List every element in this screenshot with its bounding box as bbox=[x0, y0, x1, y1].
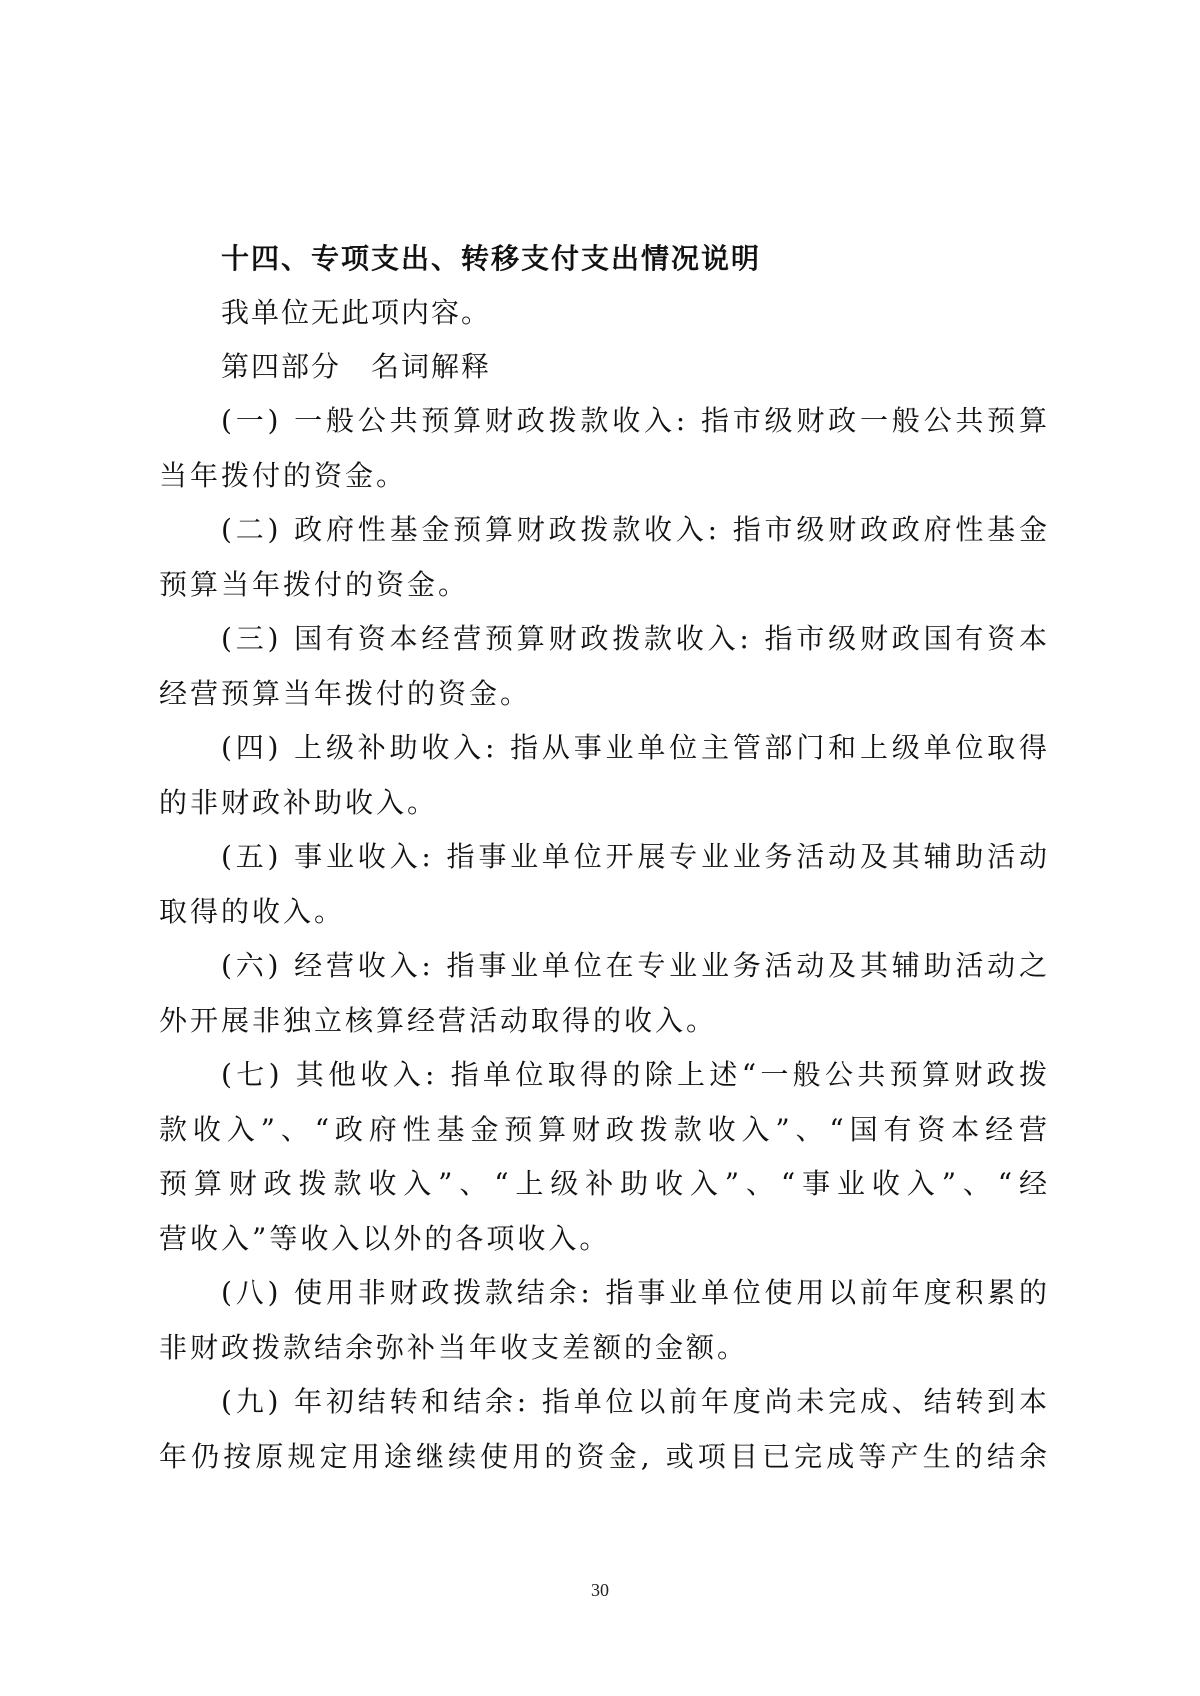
definition-line: 预算财政拨款收入”、“上级补助收入”、“事业收入”、“经 bbox=[159, 1167, 1050, 1200]
definition-line: 经营预算当年拨付的资金。 bbox=[159, 676, 532, 710]
definition-line: (九) 年初结转和结余: 指单位以前年度尚未完成、结转到本 bbox=[221, 1385, 1050, 1418]
definitions-list bbox=[159, 394, 1050, 1484]
part-title: 第四部分 名词解释 bbox=[221, 350, 492, 383]
definition-line: (七) 其他收入: 指单位取得的除上述“一般公共预算财政拨 bbox=[221, 1058, 1050, 1091]
definition-paragraph bbox=[159, 1266, 1050, 1375]
page-number: 30 bbox=[591, 1580, 609, 1600]
section-body-text: 我单位无此项内容。 bbox=[221, 296, 492, 329]
document-body bbox=[159, 232, 1050, 1484]
definition-paragraph bbox=[159, 612, 1050, 721]
definition-paragraph bbox=[159, 721, 1050, 830]
definition-line: 当年拨付的资金。 bbox=[159, 458, 408, 492]
definition-line: 营收入”等收入以外的各项收入。 bbox=[159, 1221, 611, 1255]
definition-line: (三) 国有资本经营预算财政拨款收入: 指市级财政国有资本 bbox=[221, 622, 1050, 655]
definition-line: 款收入”、“政府性基金预算财政拨款收入”、“国有资本经营 bbox=[159, 1112, 1050, 1146]
definition-line: (四) 上级补助收入: 指从事业单位主管部门和上级单位取得 bbox=[221, 731, 1050, 764]
definition-paragraph bbox=[159, 394, 1050, 503]
definition-paragraph bbox=[159, 503, 1050, 612]
definition-line: (八) 使用非财政拨款结余: 指事业单位使用以前年度积累的 bbox=[221, 1276, 1050, 1309]
definition-line: 外开展非独立核算经营活动取得的收入。 bbox=[159, 1003, 718, 1037]
definition-line: 取得的收入。 bbox=[159, 894, 346, 928]
definition-line: 预算当年拨付的资金。 bbox=[159, 567, 470, 601]
definition-line: (一) 一般公共预算财政拨款收入: 指市级财政一般公共预算 bbox=[221, 404, 1050, 437]
definition-line: (六) 经营收入: 指事业单位在专业业务活动及其辅助活动之 bbox=[221, 949, 1050, 982]
definition-paragraph bbox=[159, 1375, 1050, 1484]
definition-line: (二) 政府性基金预算财政拨款收入: 指市级财政政府性基金 bbox=[221, 513, 1050, 546]
definition-paragraph bbox=[159, 1048, 1050, 1266]
definition-line: 非财政拨款结余弥补当年收支差额的金额。 bbox=[159, 1330, 749, 1364]
definition-line: (五) 事业收入: 指事业单位开展专业业务活动及其辅助活动 bbox=[221, 840, 1050, 873]
definition-paragraph bbox=[159, 830, 1050, 939]
definition-line: 年仍按原规定用途继续使用的资金, 或项目已完成等产生的结余 bbox=[159, 1439, 1050, 1473]
section-heading: 十四、专项支出、转移支付支出情况说明 bbox=[221, 242, 762, 275]
definition-paragraph bbox=[159, 939, 1050, 1048]
definition-line: 的非财政补助收入。 bbox=[159, 785, 439, 819]
